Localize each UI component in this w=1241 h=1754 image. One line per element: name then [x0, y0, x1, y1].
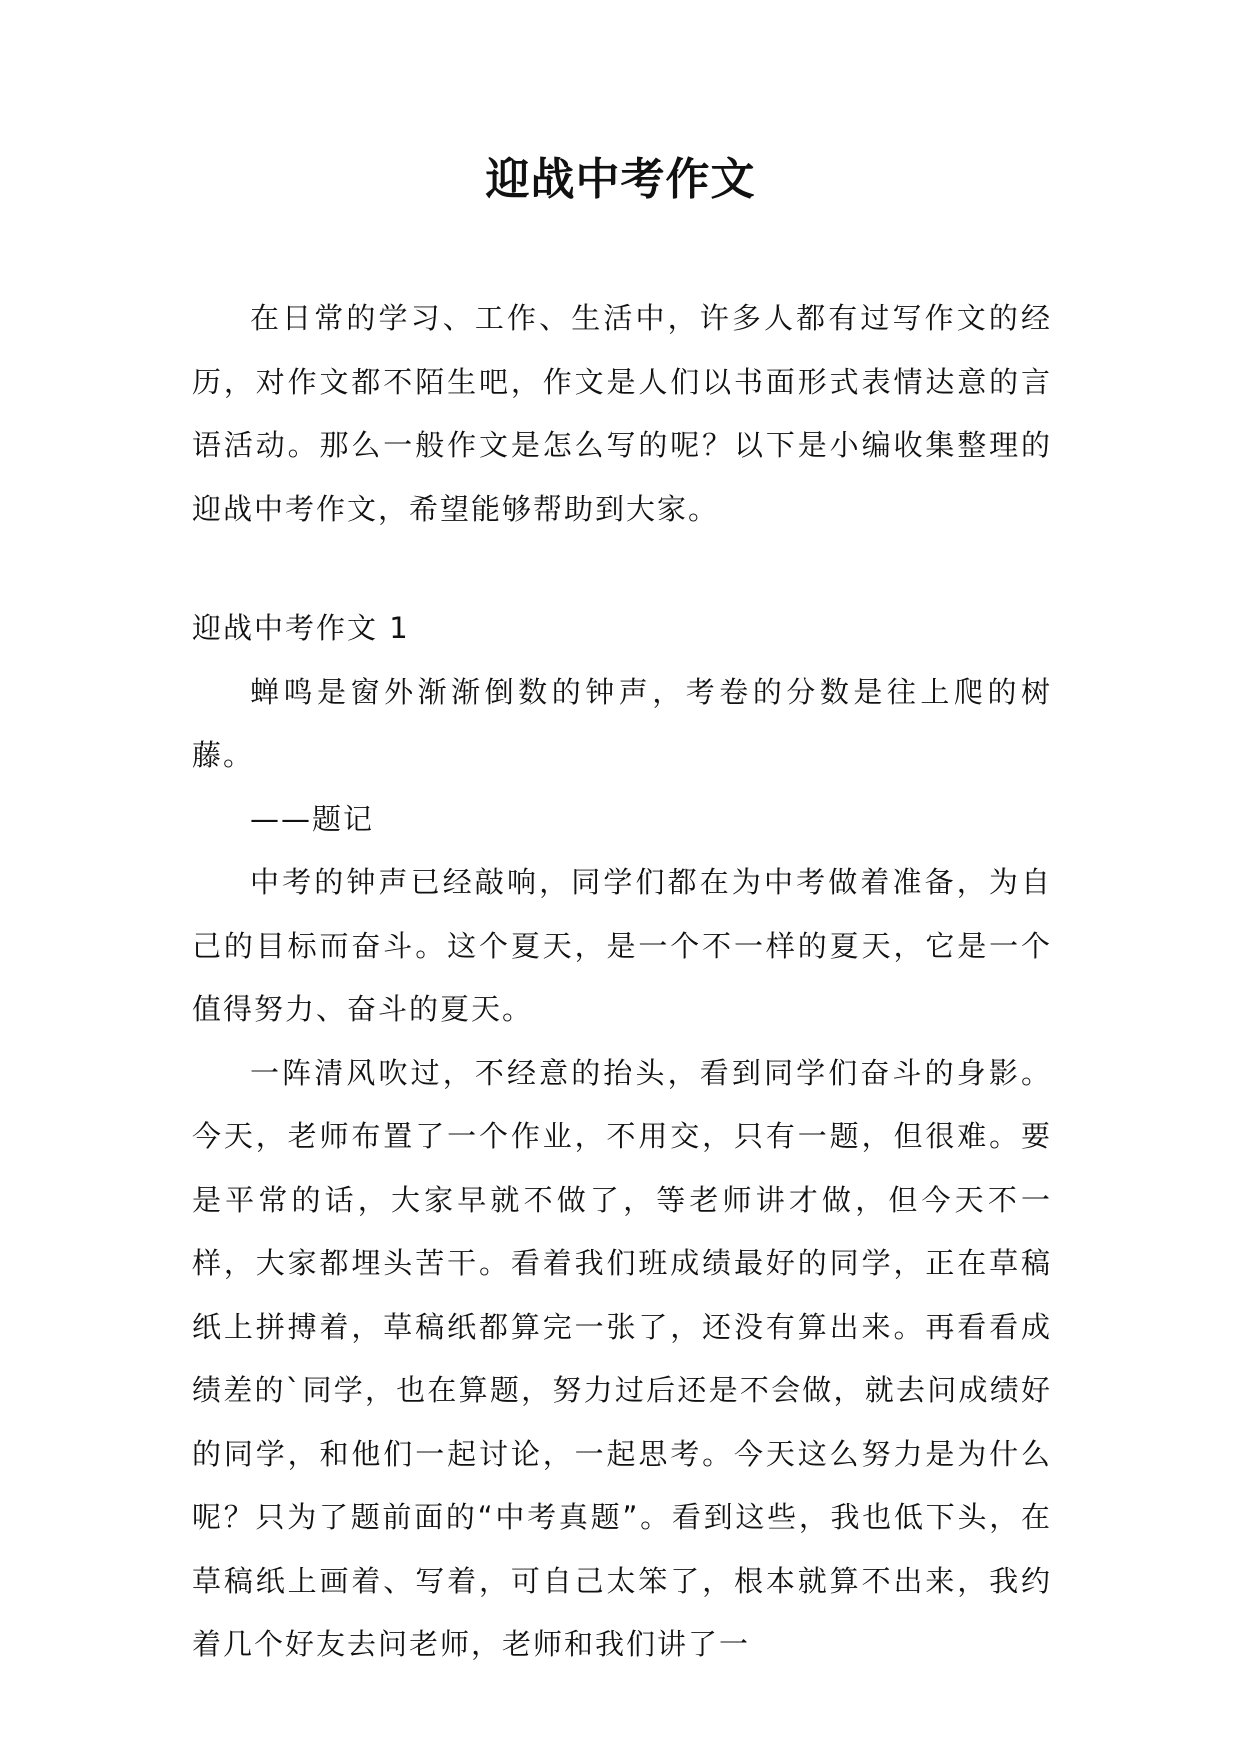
document-title: 迎战中考作文 [485, 154, 756, 205]
body-paragraph: 中考的钟声已经敲响，同学们都在为中考做着准备，为自己的目标而奋斗。这个夏天，是一个不一样的夏天，它是一个值得努力、奋斗的夏天。 [192, 865, 1052, 1026]
document-body [192, 287, 1052, 1677]
epigraph-attribution: ——题记 [250, 801, 375, 836]
intro-paragraph: 在日常的学习、工作、生活中，许多人都有过写作文的经历，对作文都不陌生吧，作文是人们以书面形式表情达意的言语活动。那么一般作文是怎么写的呢？以下是小编收集整理的迎战中考作文，希望能够帮助到大家。 [192, 301, 1052, 526]
body-paragraph: 一阵清风吹过，不经意的抬头，看到同学们奋斗的身影。今天，老师布置了一个作业，不用交，只有一题，但很难。要是平常的话，大家早就不做了，等老师讲才做，但今天不一样，大家都埋头苦干。看着我们班成绩最好的同学，正在草稿纸上拼搏着，草稿纸都算完一张了，还没有算出来。再看看成绩差的`同学，也在算题，努力过后还是不会做，就去问成绩好的同学，和他们一起讨论，一起思考。今天这么努力是为什么呢？只为了题前面的“中考真题”。看到这些，我也低下头，在草稿纸上画着、写着，可自己太笨了，根本就算不出来，我约着几个好友去问老师，老师和我们讲了一 [192, 1055, 1052, 1661]
section-spacer [192, 541, 1052, 597]
section-heading: 迎战中考作文 1 [192, 611, 410, 645]
epigraph-paragraph: 蝉鸣是窗外渐渐倒数的钟声，考卷的分数是往上爬的树藤。 [192, 674, 1052, 772]
